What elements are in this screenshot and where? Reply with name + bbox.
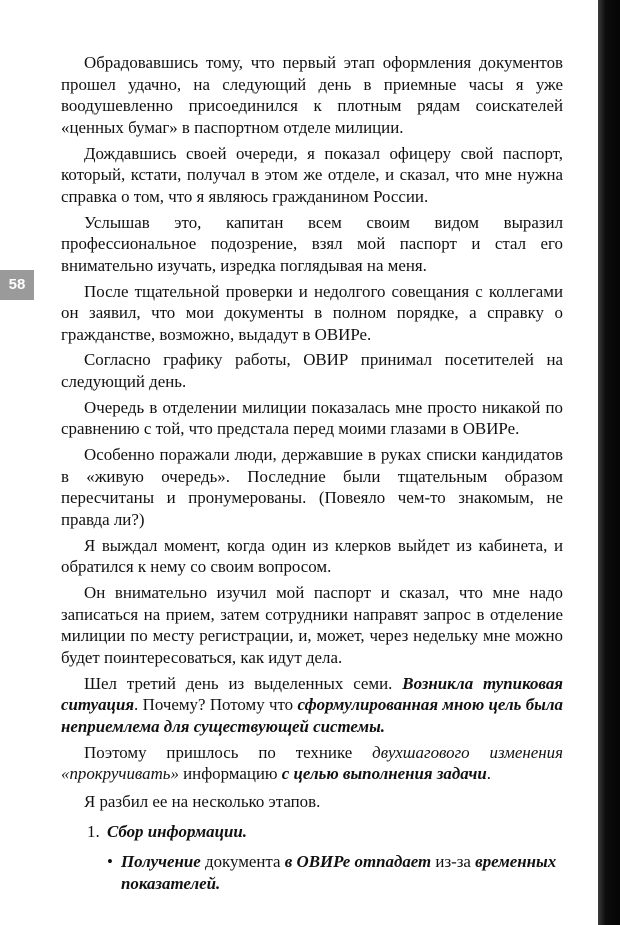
numbered-list (61, 821, 563, 843)
text-run: Поэтому пришлось по технике (84, 742, 373, 762)
paragraph: Дождавшись своей очереди, я показал офицеру свой паспорт, который, кстати, получал в этом же отделе, и сказал, что мне нужна справка о том, что я являюсь гражданином России. (61, 143, 563, 206)
paragraph: Я выждал момент, когда один из клерков выйдет из кабинета, и обратился к нему со своим вопросом. (61, 535, 563, 577)
paragraph-emphasis (61, 673, 563, 738)
paragraph-emphasis (61, 742, 563, 785)
italic-run: двухшагового изменения «прокручивать» (61, 742, 563, 784)
bold-italic-run: Получение (121, 852, 201, 872)
text-run: Шел третий день из выделенных семи. (84, 673, 403, 693)
body-text (61, 52, 563, 894)
bullet-item (61, 851, 563, 894)
bold-italic-run: временных показателей. (121, 852, 557, 893)
paragraph: После тщательной проверки и недолгого совещания с коллегами он заявил, что мои документы в полном порядке, а справку о гражданстве, возможно, выдадут в ОВИРе. (61, 281, 563, 344)
text-run: . Почему? Потому что (134, 695, 298, 715)
text-run: из-за (431, 852, 476, 872)
list-number: 1. (87, 822, 100, 842)
bold-italic-run: сформулированная мною цель была неприемлема для существующей системы. (61, 695, 563, 736)
bold-italic-run: Возникла тупиковая ситуация (61, 673, 564, 715)
paragraph: Я разбил ее на несколько этапов. (84, 791, 321, 811)
bullet-icon: • (107, 852, 113, 872)
bold-italic-run: в ОВИРе отпадает (284, 852, 432, 872)
page-edge-shadow (598, 0, 620, 925)
paragraph: Особенно поражали люди, державшие в руках списки кандидатов в «живую очередь». Последние были тщательным образом пересчитаны и пронумерованы. (Повеяло чем-то знакомым, не правда ли?) (61, 445, 563, 529)
bold-italic-run: с целью выполнения задачи (281, 764, 487, 784)
page-number-tab: 58 (0, 270, 34, 300)
paragraph: Услышав это, капитан всем своим видом выразил профессиональное подозрение, взял мой паспорт и стал его внимательно изучать, изредка поглядывая на меня. (61, 212, 563, 275)
paragraph: Обрадовавшись тому, что первый этап оформления документов прошел удачно, на следующий день в приемные часы я уже воодушевленно присоединился к плотным рядам соискателей «ценных бумаг» в паспортном отделе милиции. (61, 53, 563, 137)
text-run: информацию (178, 764, 282, 784)
paragraph: Согласно графику работы, ОВИР принимал посетителей на следующий день. (61, 350, 563, 392)
paragraph: Очередь в отделении милиции показалась мне просто никакой по сравнению с той, что предстала перед моими глазами в ОВИРе. (61, 397, 563, 439)
text-run: документа (200, 852, 285, 872)
list-item-label: Сбор информации. (107, 822, 248, 842)
paragraph: Он внимательно изучил мой паспорт и сказал, что мне надо записаться на прием, затем сотрудники направят запрос в отделение милиции по месту регистрации, и, может, через недельку мне можно будет поинтересоваться, как идут дела. (61, 583, 563, 667)
text-run: . (486, 764, 491, 784)
list-item (61, 821, 563, 843)
